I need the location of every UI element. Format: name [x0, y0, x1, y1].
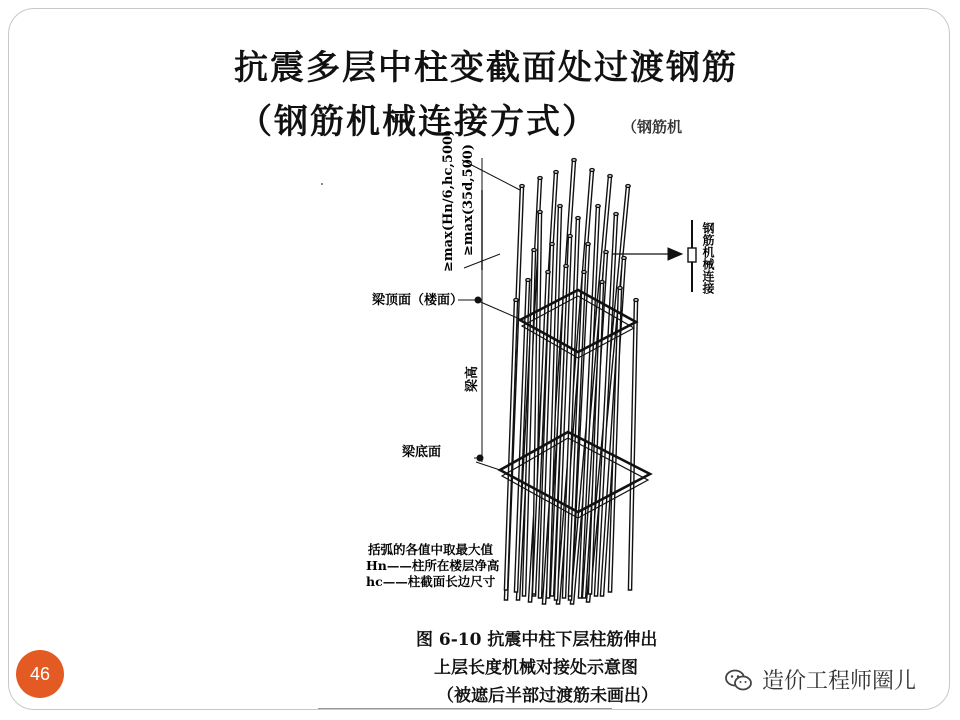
rebar-end [576, 217, 580, 220]
rebar-bundle [504, 159, 638, 604]
rebar-end [554, 171, 558, 174]
title-ghost-right: （钢筋机 [622, 118, 683, 136]
rebar-end [514, 299, 518, 302]
rebar-end [618, 287, 622, 290]
rebar-end [604, 251, 608, 254]
rebar-end [564, 265, 568, 268]
label-connection: 钢筋机械连接 [701, 222, 715, 294]
wechat-icon [724, 668, 754, 692]
rebar-end [634, 299, 638, 302]
figure-caption-line3: （被遮后半部过渡筋未画出） [437, 686, 658, 706]
rebar-end [546, 271, 550, 274]
watermark-text: 造价工程师圈儿 [762, 669, 917, 694]
label-beam-top: 梁顶面（楼面） [372, 293, 464, 308]
page-number-badge: 46 [16, 650, 64, 698]
legend-line-1: 括弧的各值中取最大值 [368, 542, 494, 557]
rebar-end [614, 213, 618, 216]
rebar-end [572, 159, 576, 162]
rebar-end [622, 257, 626, 260]
slide-title-line2: （钢筋机械连接方式） [238, 102, 598, 142]
figure-caption-line2: 上层长度机械对接处示意图 [434, 658, 638, 678]
rebar-end [538, 211, 542, 214]
rebar-end [526, 279, 530, 282]
rebar-end [582, 271, 586, 274]
legend-line-2: Hn——柱所在楼层净高 [366, 558, 500, 573]
dim-label-upper-2: ≥max(35d,500) [461, 144, 476, 256]
rebar-end [520, 185, 524, 188]
rebar-end [600, 281, 604, 284]
legend-line-3: hc——柱截面长边尺寸 [366, 574, 496, 589]
label-beam-bottom: 梁底面 [402, 445, 442, 460]
connector-detail-icon [688, 220, 696, 292]
rebar-end [532, 249, 536, 252]
dim-label-beam-height: 梁高 [465, 365, 480, 392]
rebar-end [558, 205, 562, 208]
rebar-end [538, 177, 542, 180]
rebar-end [590, 169, 594, 172]
rebar-end [550, 243, 554, 246]
rebar-end [596, 205, 600, 208]
slide-title-line1: 抗震多层中柱变截面处过渡钢筋 [234, 48, 738, 88]
rebar-end [568, 235, 572, 238]
rebar-end [608, 175, 612, 178]
figure-caption-line1: 图 6-10 抗震中柱下层柱筋伸出 [416, 630, 658, 650]
page-rule [318, 708, 612, 709]
dim-label-upper-1: ≥max(Hn/6,hc,500) [441, 129, 456, 272]
watermark [724, 664, 916, 695]
rebar-end [586, 243, 590, 246]
rebar-end [626, 185, 630, 188]
rebar-bar [628, 300, 637, 590]
